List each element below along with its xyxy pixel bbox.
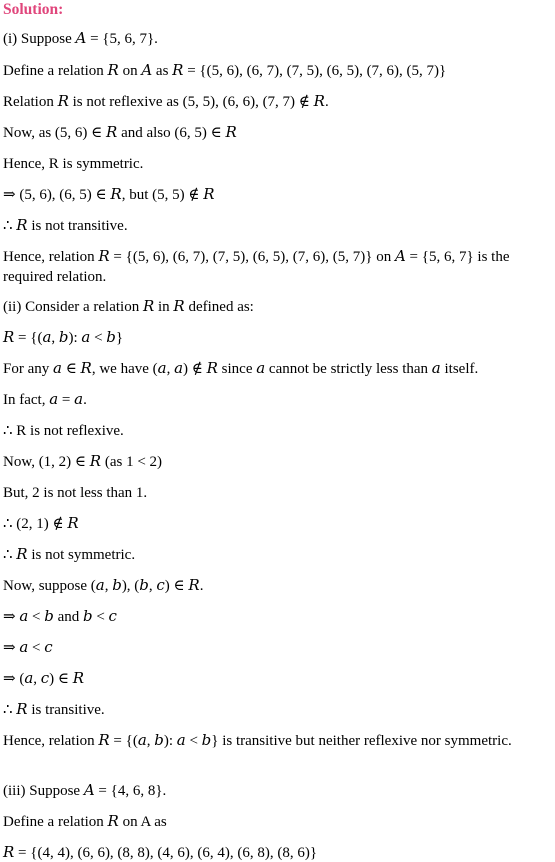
text-line: Define a relation 𝑅 on A as — [3, 814, 167, 830]
text-line: ⇒ 𝑎 < 𝑏 and 𝑏 < 𝑐 — [3, 609, 117, 625]
text-line: ⇒ 𝑎 < 𝑐 — [3, 640, 53, 656]
text-line: 𝑅 = {(4, 4), (6, 6), (8, 8), (4, 6), (6, 4), (6, 8), (8, 6)} — [3, 845, 318, 861]
text-line: But, 2 is not less than 1. — [3, 485, 148, 501]
text-line: (iii) Suppose 𝐴 = {4, 6, 8}. — [3, 783, 167, 799]
text-line: 𝑅 = {(𝑎, 𝑏): 𝑎 < 𝑏} — [3, 330, 124, 346]
text-line: Now, (1, 2) ∈ 𝑅 (as 1 < 2) — [3, 454, 163, 470]
text-line: Now, suppose (𝑎, 𝑏), (𝑏, 𝑐) ∈ 𝑅. — [3, 578, 204, 594]
text-line: (ii) Consider a relation 𝑅 in 𝑅 defined as: — [3, 299, 254, 315]
text-line: ⇒ (5, 6), (6, 5) ∈ 𝑅, but (5, 5) ∉ 𝑅 — [3, 187, 215, 203]
text-line: (i) Suppose 𝐴 = {5, 6, 7}. — [3, 31, 158, 47]
text-line: For any 𝑎 ∈ 𝑅, we have (𝑎, 𝑎) ∉ 𝑅 since 𝑎 cannot be strictly less than 𝑎 itself. — [3, 361, 479, 377]
text-line: Hence, relation 𝑅 = {(𝑎, 𝑏): 𝑎 < 𝑏} is transitive but neither reflexive nor symmetric. — [3, 733, 512, 749]
text-line: Define a relation 𝑅 on 𝐴 as 𝑅 = {(5, 6), (6, 7), (7, 5), (6, 5), (7, 6), (5, 7)} — [3, 63, 447, 79]
text-line: ∴ 𝑅 is not symmetric. — [3, 547, 136, 563]
text-line: ∴ R is not reflexive. — [3, 423, 124, 439]
text-line: ∴ (2, 1) ∉ 𝑅 — [3, 516, 79, 532]
text-line: ∴ 𝑅 is not transitive. — [3, 218, 128, 234]
text-line: ∴ 𝑅 is transitive. — [3, 702, 105, 718]
text-line: required relation. — [3, 269, 107, 285]
text-line: In fact, 𝑎 = 𝑎. — [3, 392, 87, 408]
text-line: Hence, relation 𝑅 = {(5, 6), (6, 7), (7, 5), (6, 5), (7, 6), (5, 7)} on 𝐴 = {5, 6, 7} is the — [3, 249, 510, 265]
solution-heading: Solution: — [3, 1, 64, 18]
text-line: Now, as (5, 6) ∈ 𝑅 and also (6, 5) ∈ 𝑅 — [3, 125, 237, 141]
text-line: ⇒ (𝑎, 𝑐) ∈ 𝑅 — [3, 671, 85, 687]
text-line: Hence, R is symmetric. — [3, 156, 144, 172]
text-line: Relation 𝑅 is not reflexive as (5, 5), (6, 6), (7, 7) ∉ 𝑅. — [3, 94, 329, 110]
